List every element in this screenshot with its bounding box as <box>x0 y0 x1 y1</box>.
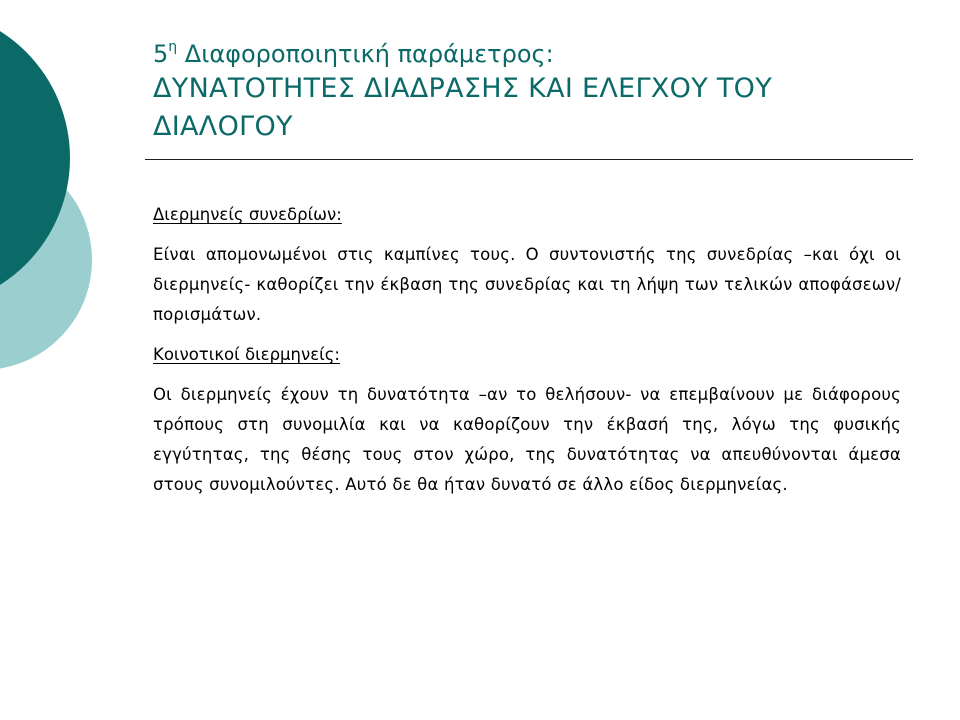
title-main: ΔΥΝΑΤΟΤΗΤΕΣ ΔΙΑΔΡΑΣΗΣ ΚΑΙ ΕΛΕΓΧΟΥ ΤΟΥ ΔΙΑΛΟΓΟΥ <box>153 73 773 142</box>
section-text-conference: Είναι απομονωμένοι στις καμπίνες τους. Ο συντονιστής της συνεδρίας –και όχι οι διερμηνείς- καθορίζει την έκβαση της συνεδρίας και τη λήψη των τελικών αποφάσεων/πορισμάτων. <box>153 245 901 324</box>
slide-title <box>153 38 913 146</box>
section-heading-conference: Διερμηνείς συνεδρίων: <box>153 205 342 224</box>
slide-content <box>153 200 901 500</box>
section-text-community: Οι διερμηνείς έχουν τη δυνατότητα –αν το θελήσουν- να επεμβαίνουν με διάφορους τρόπους στη συνομιλία και να καθορίζουν την έκβασή της, λόγω της φυσικής εγγύτητας, της θέσης τους στον χώρο, της δυνατότητας να απευθύνονται άμεσα στους συνομιλούντες. Αυτό δε θα ήταν δυνατό σε άλλο είδος διερμηνείας. <box>153 385 901 494</box>
title-ordinal-superscript: η <box>168 39 178 55</box>
title-divider <box>145 159 913 160</box>
section-heading-community: Κοινοτικοί διερμηνείς: <box>153 345 340 364</box>
title-subtitle <box>153 38 913 70</box>
title-parameter-label: Διαφοροποιητική παράμετρος: <box>177 40 554 68</box>
title-number: 5 <box>153 40 169 68</box>
